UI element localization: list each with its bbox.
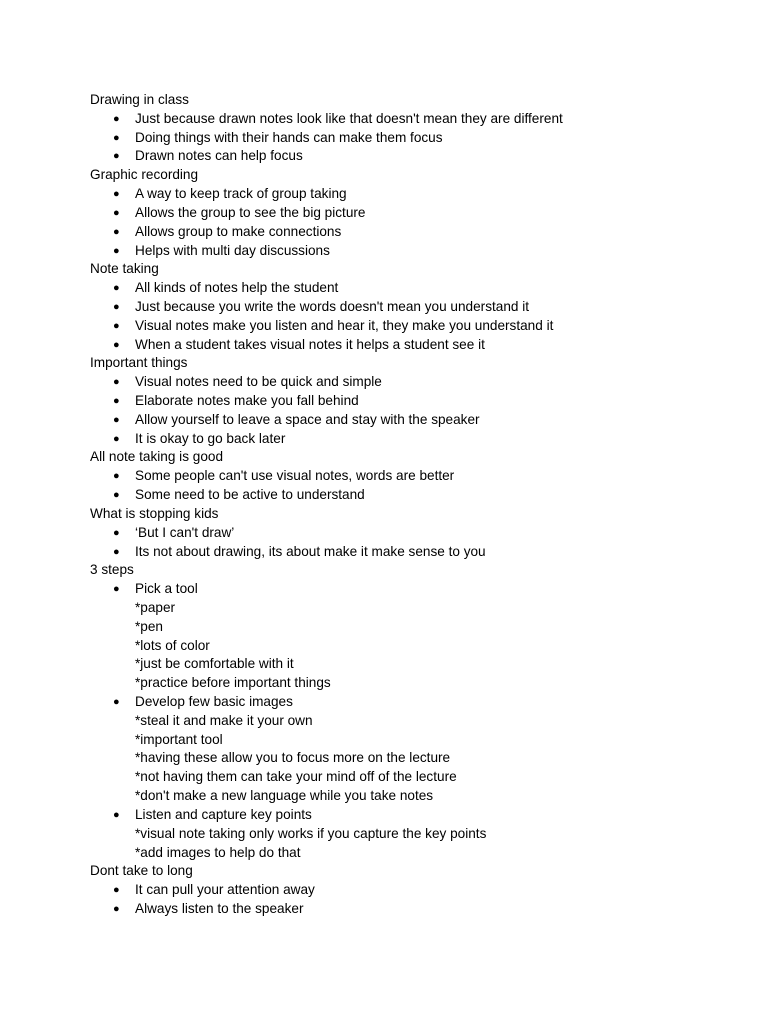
bullet-dot-icon: ● <box>113 319 120 332</box>
bullet-item <box>90 298 730 317</box>
bullet-text: Visual notes make you listen and hear it, they make you understand it <box>135 317 554 333</box>
section-heading: Graphic recording <box>90 167 199 183</box>
bullet-dot-icon: ● <box>113 432 120 445</box>
bullet-text: All kinds of notes help the student <box>135 280 339 296</box>
bullet-item <box>90 900 730 919</box>
bullet-text: Listen and capture key points <box>135 806 312 822</box>
notes-body <box>90 91 730 919</box>
sub-note: *having these allow you to focus more on the lecture <box>135 750 451 766</box>
bullet-item <box>90 336 730 355</box>
bullet-item <box>90 881 730 900</box>
note-section <box>90 91 730 166</box>
bullet-dot-icon: ● <box>113 131 120 144</box>
note-section <box>90 561 730 862</box>
bullet-item <box>90 467 730 486</box>
section-heading: Important things <box>90 355 188 371</box>
sub-note: *don't make a new language while you take notes <box>135 788 434 804</box>
sub-note: *lots of color <box>135 637 210 653</box>
bullet-dot-icon: ● <box>113 583 120 596</box>
bullet-text: Its not about drawing, its about make it make sense to you <box>135 543 486 559</box>
bullet-dot-icon: ● <box>113 489 120 502</box>
bullet-text: Allows the group to see the big picture <box>135 204 366 220</box>
note-section <box>90 862 730 918</box>
bullet-text: Some people can't use visual notes, words are better <box>135 468 455 484</box>
bullet-item <box>90 279 730 298</box>
note-section <box>90 260 730 354</box>
bullet-text: Allow yourself to leave a space and stay with the speaker <box>135 411 480 427</box>
section-heading: Drawing in class <box>90 92 189 107</box>
bullet-dot-icon: ● <box>113 808 120 821</box>
bullet-text: When a student takes visual notes it helps a student see it <box>135 336 485 352</box>
bullet-text: Helps with multi day discussions <box>135 242 330 258</box>
bullet-item <box>90 129 730 148</box>
bullet-dot-icon: ● <box>113 244 120 257</box>
bullet-text: Some need to be active to understand <box>135 487 365 503</box>
bullet-item <box>90 486 730 505</box>
note-section <box>90 166 730 260</box>
bullet-text: Just because you write the words doesn't mean you understand it <box>135 298 530 314</box>
section-heading: All note taking is good <box>90 449 224 465</box>
bullet-item <box>90 543 730 562</box>
sub-note: *practice before important things <box>135 675 331 691</box>
sub-note: *not having them can take your mind off of the lecture <box>135 769 457 785</box>
bullet-text: Drawn notes can help focus <box>135 148 303 164</box>
bullet-item <box>90 373 730 392</box>
bullet-text: A way to keep track of group taking <box>135 186 347 202</box>
bullet-dot-icon: ● <box>113 206 120 219</box>
section-heading: 3 steps <box>90 562 134 578</box>
sub-note: *important tool <box>135 731 223 747</box>
bullet-dot-icon: ● <box>113 112 120 125</box>
bullet-item <box>90 806 730 825</box>
bullet-text: Develop few basic images <box>135 694 293 709</box>
sub-note: *add images to help do that <box>135 844 301 860</box>
bullet-item <box>90 693 730 712</box>
sub-note: *paper <box>135 599 176 615</box>
bullet-item <box>90 204 730 223</box>
bullet-item <box>90 524 730 543</box>
bullet-item <box>90 430 730 449</box>
sub-note: *visual note taking only works if you capture the key points <box>135 825 487 841</box>
bullet-dot-icon: ● <box>113 696 120 708</box>
note-section <box>90 505 730 561</box>
bullet-dot-icon: ● <box>113 376 120 389</box>
bullet-dot-icon: ● <box>113 884 120 897</box>
bullet-text: Elaborate notes make you fall behind <box>135 393 359 408</box>
section-heading: What is stopping kids <box>90 505 219 521</box>
note-section <box>90 354 730 448</box>
bullet-item <box>90 392 730 411</box>
section-heading: Dont take to long <box>90 863 193 879</box>
bullet-dot-icon: ● <box>113 225 120 238</box>
bullet-text: Always listen to the speaker <box>135 900 304 916</box>
bullet-text: Visual notes need to be quick and simple <box>135 374 382 390</box>
bullet-dot-icon: ● <box>113 338 120 351</box>
bullet-text: ‘But I can't draw’ <box>135 524 235 540</box>
bullet-text: It is okay to go back later <box>135 430 286 446</box>
bullet-text: Just because drawn notes look like that doesn't mean they are different <box>135 110 563 126</box>
bullet-dot-icon: ● <box>113 150 120 163</box>
bullet-text: Pick a tool <box>135 581 198 597</box>
bullet-dot-icon: ● <box>113 526 120 539</box>
bullet-item <box>90 185 730 204</box>
bullet-item <box>90 317 730 336</box>
bullet-text: It can pull your attention away <box>135 882 315 898</box>
bullet-text: Doing things with their hands can make them focus <box>135 129 443 145</box>
section-heading: Note taking <box>90 261 159 277</box>
bullet-dot-icon: ● <box>113 188 120 201</box>
bullet-item <box>90 223 730 242</box>
bullet-dot-icon: ● <box>113 545 120 558</box>
bullet-item <box>90 110 730 129</box>
sub-note: *pen <box>135 618 163 634</box>
bullet-dot-icon: ● <box>113 395 120 407</box>
bullet-dot-icon: ● <box>113 413 120 426</box>
bullet-dot-icon: ● <box>113 470 120 483</box>
bullet-item <box>90 242 730 261</box>
bullet-item <box>90 147 730 166</box>
bullet-dot-icon: ● <box>113 902 120 915</box>
bullet-dot-icon: ● <box>113 300 120 313</box>
sub-note: *just be comfortable with it <box>135 656 294 672</box>
note-section <box>90 448 730 504</box>
bullet-text: Allows group to make connections <box>135 223 342 239</box>
bullet-item <box>90 580 730 599</box>
sub-note: *steal it and make it your own <box>135 712 313 728</box>
bullet-item <box>90 411 730 430</box>
bullet-dot-icon: ● <box>113 282 120 295</box>
